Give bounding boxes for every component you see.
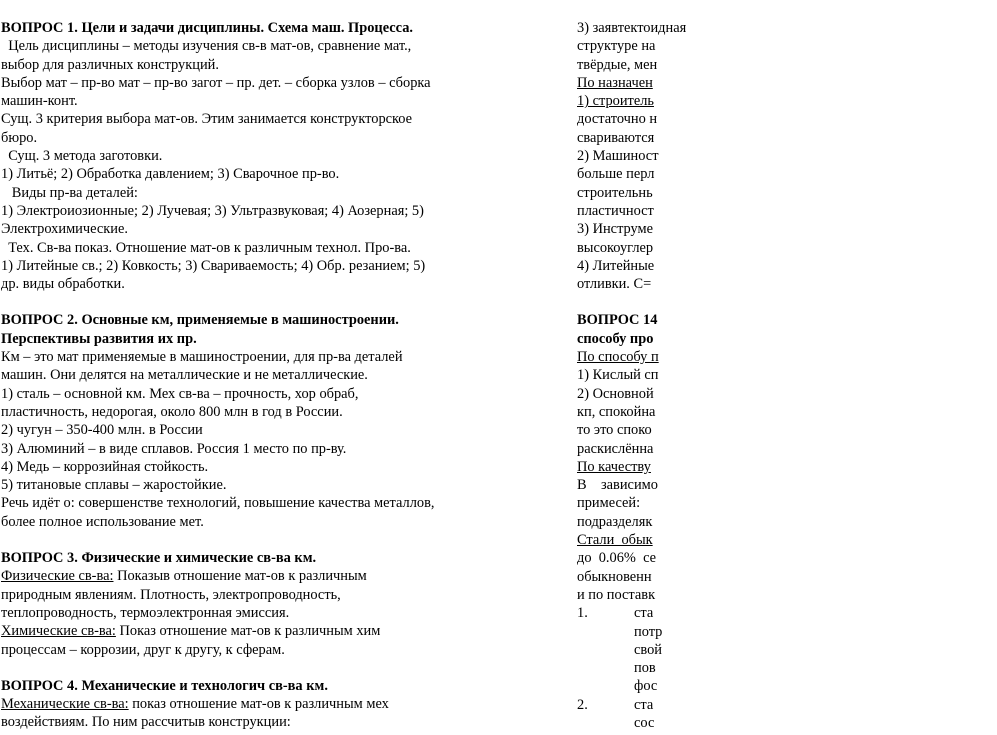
q1-line: 1) Литьё; 2) Обработка давлением; 3) Сварочное пр-во. bbox=[1, 166, 340, 183]
q1-line: машин-конт. bbox=[1, 93, 78, 110]
q2-line: пластичность, недорогая, около 800 млн в год в России. bbox=[1, 403, 343, 420]
list-item bbox=[577, 604, 997, 695]
right-underlined-heading: По способу п bbox=[577, 349, 659, 366]
q3-chemical-label: Химические св-ва: bbox=[1, 623, 116, 640]
q2-body bbox=[1, 348, 486, 531]
q4-mech-line bbox=[1, 695, 486, 713]
q2-line: Км – это мат применяемые в машиностроении, для пр-ва деталей bbox=[1, 349, 403, 366]
q2-line: 2) чугун – 350-400 млн. в России bbox=[1, 422, 203, 439]
q3-line: теплопроводность, термоэлектронная эмиссия. bbox=[1, 604, 290, 621]
q2-title-line1: ВОПРОС 2. Основные км, применяемые в машиностроении. bbox=[1, 312, 399, 329]
q1-line: 1) Электроиозионные; 2) Лучевая; 3) Ультразвуковая; 4) Аозерная; 5) bbox=[1, 202, 424, 219]
right-line: свариваются bbox=[577, 129, 655, 146]
list-number: 1. bbox=[577, 605, 588, 622]
q1-line: Сущ. 3 метода заготовки. bbox=[1, 148, 163, 165]
right-line: отливки. С= bbox=[577, 276, 652, 293]
right-line: пластичност bbox=[577, 202, 654, 219]
q1-line: Тех. Св-ва показ. Отношение мат-ов к различным технол. Про-ва. bbox=[1, 239, 411, 256]
list-line: фос bbox=[634, 678, 658, 695]
q3-chemical-line bbox=[1, 622, 486, 640]
right-line: достаточно н bbox=[577, 111, 658, 128]
q2-line: 5) титановые сплавы – жаростойкие. bbox=[1, 477, 227, 494]
q3-physical-label: Физические св-ва: bbox=[1, 568, 114, 585]
right-line: и по поставк bbox=[577, 586, 656, 603]
q14-title-line1: ВОПРОС 14 bbox=[577, 312, 658, 329]
right-line: подразделяк bbox=[577, 513, 653, 530]
right-line: В зависимо bbox=[577, 477, 658, 494]
right-line: строительнь bbox=[577, 184, 653, 201]
q1-body bbox=[1, 37, 486, 293]
q14-title-line2: способу про bbox=[577, 330, 654, 347]
q2-line: 1) сталь – основной км. Мех св-ва – прочность, хор обраб, bbox=[1, 385, 359, 402]
right-line: до 0.06% се bbox=[577, 550, 657, 567]
q1-line: Сущ. 3 критерия выбора мат-ов. Этим занимается конструкторское bbox=[1, 111, 413, 128]
right-underlined-heading: Стали обык bbox=[577, 532, 653, 549]
right-underlined-heading: По качеству bbox=[577, 458, 651, 475]
right-line: то это споко bbox=[577, 422, 652, 439]
list-item bbox=[577, 696, 997, 733]
list-line: ста bbox=[634, 605, 654, 622]
q1-line: выбор для различных конструкций. bbox=[1, 56, 219, 73]
q3-title: ВОПРОС 3. Физические и химические св-ва км. bbox=[1, 550, 317, 567]
left-column bbox=[1, 0, 486, 732]
q3-physical-text: Показыв отношение мат-ов к различным bbox=[113, 568, 367, 585]
q1-line: др. виды обработки. bbox=[1, 276, 125, 293]
right-line: 3) Инструме bbox=[577, 221, 654, 238]
right-line: больше перл bbox=[577, 166, 655, 183]
q4-mech-text: показ отношение мат-ов к различным мех bbox=[128, 696, 389, 713]
list-line: потр bbox=[634, 623, 663, 640]
list-line: свой bbox=[634, 641, 662, 658]
q2-title-line2: Перспективы развития их пр. bbox=[1, 330, 197, 347]
q1-line: Цель дисциплины – методы изучения св-в мат-ов, сравнение мат., bbox=[1, 38, 412, 55]
q2-line: более полное использование мет. bbox=[1, 513, 204, 530]
q1-line: 1) Литейные св.; 2) Ковкость; 3) Свариваемость; 4) Обр. резанием; 5) bbox=[1, 257, 426, 274]
right-line: 3) заявтектоидная bbox=[577, 20, 687, 36]
right-item-number: 1) bbox=[577, 93, 589, 110]
right-line: примесей: bbox=[577, 495, 641, 512]
q1-title: ВОПРОС 1. Цели и задачи дисциплины. Схема маш. Процесса. bbox=[1, 20, 414, 36]
q2-line: 4) Медь – коррозийная стойкость. bbox=[1, 458, 209, 475]
right-line: высокоуглер bbox=[577, 239, 654, 256]
right-column bbox=[577, 0, 997, 732]
right-line: структуре на bbox=[577, 38, 656, 55]
right-line: обыкновенн bbox=[577, 568, 652, 585]
q1-line: Виды пр-ва деталей: bbox=[1, 184, 138, 201]
right-line: 2) Основной bbox=[577, 385, 654, 402]
q2-line: Речь идёт о: совершенстве технологий, повышение качества металлов, bbox=[1, 495, 435, 512]
right-line: раскислённа bbox=[577, 440, 654, 457]
q1-line: Выбор мат – пр-во мат – пр-во загот – пр. дет. – сборка узлов – сборка bbox=[1, 74, 431, 91]
right-line: 2) Машиност bbox=[577, 148, 659, 165]
right-line: твёрдые, мен bbox=[577, 56, 658, 73]
right-underlined-heading: По назначен bbox=[577, 74, 653, 91]
q4-line: воздействиям. По ним рассчитыв конструкции: bbox=[1, 714, 291, 731]
right-line bbox=[577, 92, 997, 110]
q2-line: 3) Алюминий – в виде сплавов. Россия 1 место по пр-ву. bbox=[1, 440, 347, 457]
list-line: ста bbox=[634, 696, 654, 713]
q3-line: процессам – коррозии, друг к другу, к сферам. bbox=[1, 641, 285, 658]
right-line: кп, спокойна bbox=[577, 403, 656, 420]
right-line: 1) Кислый сп bbox=[577, 367, 659, 384]
list-line: пов bbox=[634, 660, 656, 677]
right-line: 4) Литейные bbox=[577, 257, 655, 274]
q3-chemical-text: Показ отношение мат-ов к различным хим bbox=[115, 623, 381, 640]
q2-line: машин. Они делятся на металлические и не металлические. bbox=[1, 367, 368, 384]
q1-line: бюро. bbox=[1, 129, 38, 146]
q1-line: Электрохимические. bbox=[1, 221, 128, 238]
list-line: сос bbox=[634, 714, 655, 731]
q3-physical-line bbox=[1, 567, 486, 585]
q4-title: ВОПРОС 4. Механические и технологич св-ва км. bbox=[1, 677, 328, 694]
list-number: 2. bbox=[577, 696, 588, 713]
right-item-text: строитель bbox=[589, 93, 654, 110]
q4-mech-label: Механические св-ва: bbox=[1, 696, 129, 713]
q3-line: природным явлениям. Плотность, электропроводность, bbox=[1, 586, 341, 603]
